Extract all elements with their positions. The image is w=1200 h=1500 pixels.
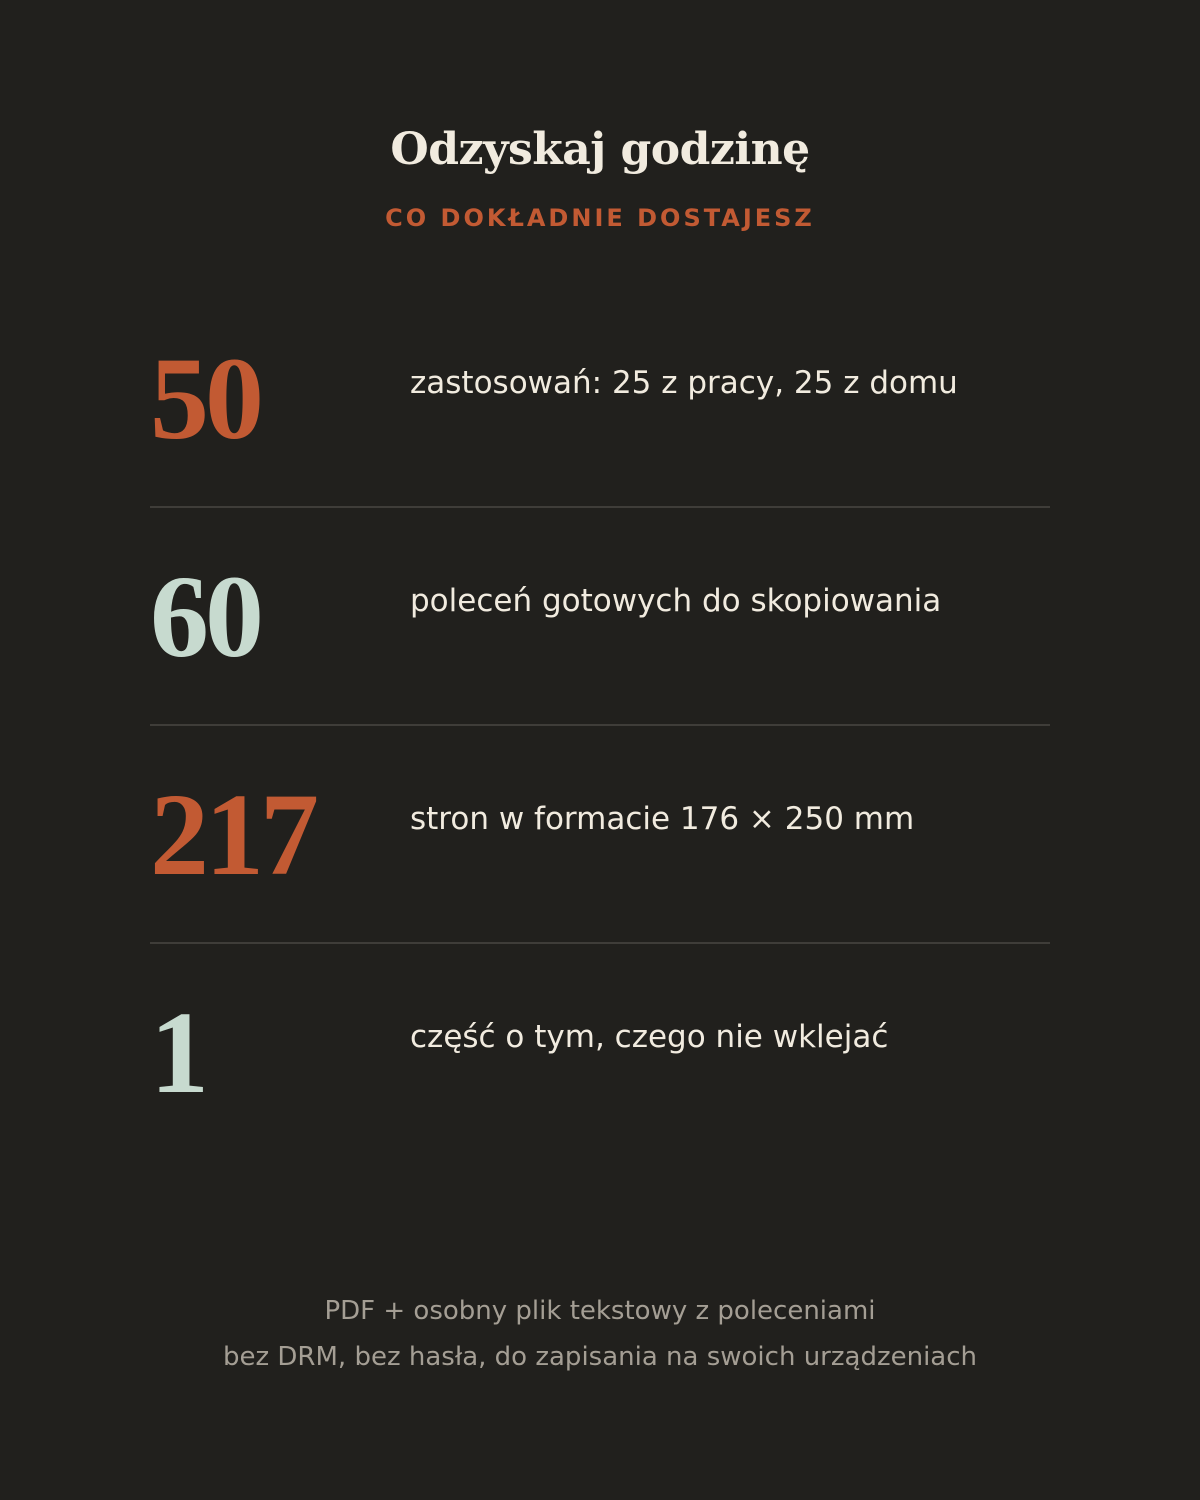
page-title: Odzyskaj godzinę [390, 124, 810, 175]
stat-row [150, 290, 1050, 508]
stat-description: poleceń gotowych do skopiowania [410, 583, 942, 619]
stat-description: część o tym, czego nie wklejać [410, 1019, 889, 1055]
stat-number: 217 [150, 769, 315, 900]
stats-list [150, 290, 1050, 1160]
stat-number: 50 [150, 333, 260, 464]
footer-line-drm: bez DRM, bez hasła, do zapisania na swoich urządzeniach [223, 1342, 977, 1372]
page-subtitle: CO DOKŁADNIE DOSTAJESZ [385, 204, 815, 232]
stat-row [150, 508, 1050, 726]
stat-row [150, 726, 1050, 944]
footer-line-format: PDF + osobny plik tekstowy z poleceniami [324, 1296, 876, 1326]
stat-description: zastosowań: 25 z pracy, 25 z domu [410, 365, 958, 401]
footer-note [0, 1288, 1200, 1380]
stat-number: 1 [150, 987, 205, 1118]
stat-number: 60 [150, 551, 260, 682]
stat-row [150, 944, 1050, 1160]
stat-description: stron w formacie 176 × 250 mm [410, 801, 915, 837]
